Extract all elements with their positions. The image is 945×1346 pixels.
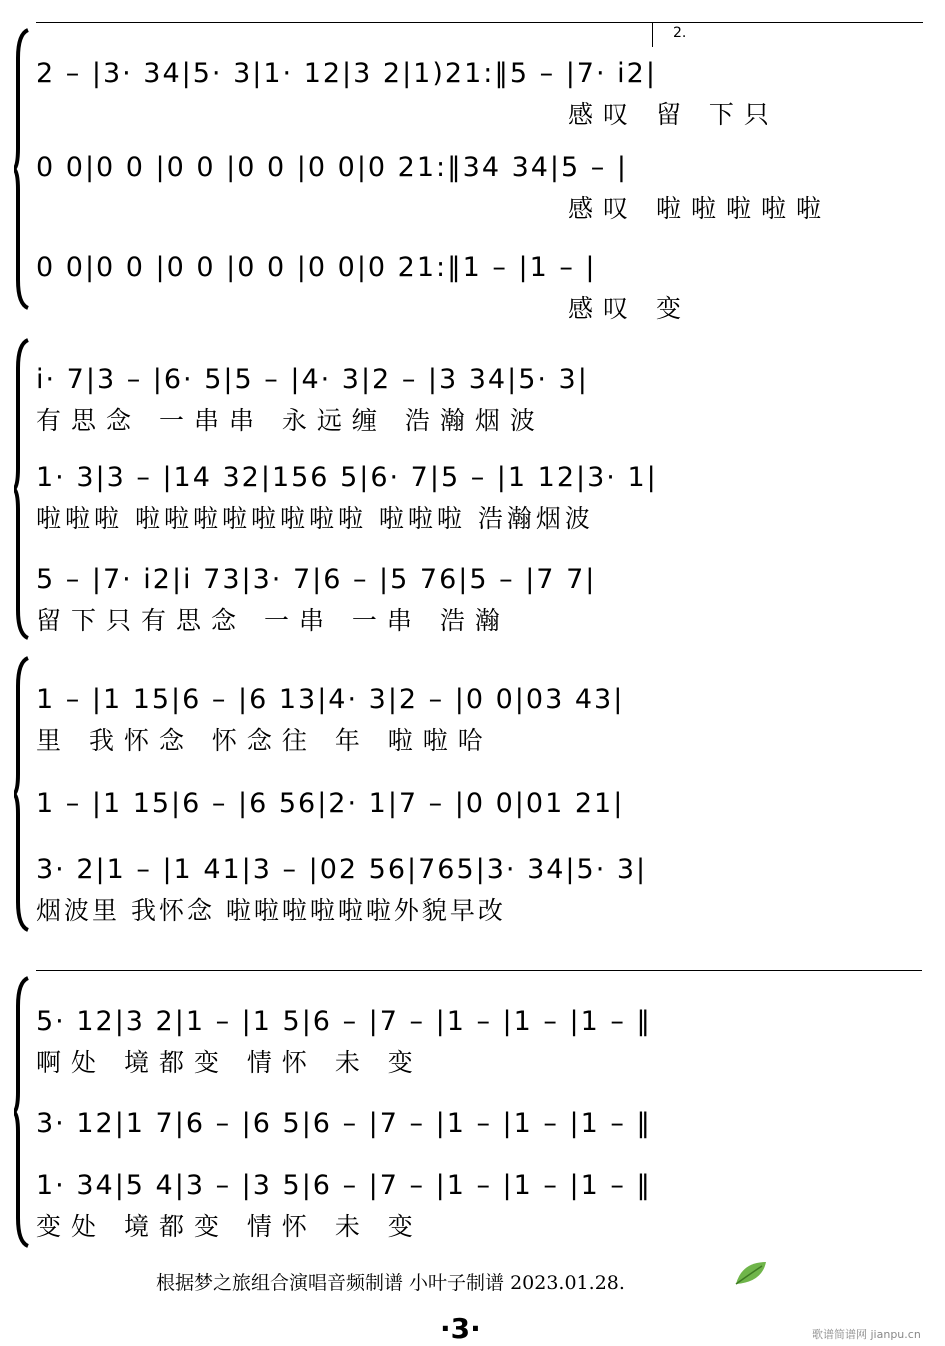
site-watermark: 歌谱简谱网 jianpu.cn <box>812 1328 921 1341</box>
system-brace <box>14 976 30 1248</box>
notes: 3· 12|1 7|6 – |6 5|6 – |7 – |1 – |1 – |1 – ‖ <box>36 1108 652 1139</box>
lyrics: 感叹 啦啦啦啦啦 <box>568 194 831 223</box>
lyrics: 留下只有思念 一串 一串 浩瀚 <box>36 606 510 635</box>
page-number: ·3· <box>440 1312 481 1345</box>
staff-s3-1 <box>36 678 922 762</box>
notes: 3· 2|1 – |1 41|3 – |02 56|765|3· 34|5· 3| <box>36 854 648 885</box>
staff-s1-3 <box>36 246 922 330</box>
notes: 0 0|0 0 |0 0 |0 0 |0 0|0 21:‖1 – |1 – | <box>36 252 597 283</box>
lyrics: 里 我怀念 怀念往 年 啦啦哈 <box>36 726 493 755</box>
staff-s1-2 <box>36 146 922 230</box>
system-top-rule <box>36 970 922 971</box>
lyrics: 变处 境都变 情怀 未 变 <box>36 1212 423 1241</box>
notes: 5 – |7· i2|i 73|3· 7|6 – |5 76|5 – |7 7| <box>36 564 597 595</box>
lyrics: 啦啦啦 啦啦啦啦啦啦啦啦 啦啦啦 浩瀚烟波 <box>36 504 594 533</box>
second-ending-bracket <box>652 22 923 47</box>
lyrics: 啊处 境都变 情怀 未 变 <box>36 1048 423 1077</box>
staff-s3-2 <box>36 782 922 826</box>
notes: 1 – |1 15|6 – |6 56|2· 1|7 – |0 0|01 21| <box>36 788 625 819</box>
staff-s2-2 <box>36 456 922 540</box>
notes: 2 – |3· 34|5· 3|1· 12|3 2|1)21:‖5 – |7· i2| <box>36 58 657 89</box>
staff-s2-3 <box>36 558 922 642</box>
staff-s4-2 <box>36 1102 922 1146</box>
staff-s1-1 <box>36 52 922 136</box>
staff-s4-1 <box>36 1000 922 1084</box>
system-brace <box>14 656 30 932</box>
system-brace <box>14 28 30 310</box>
notes: 5· 12|3 2|1 – |1 5|6 – |7 – |1 – |1 – |1 – ‖ <box>36 1006 652 1037</box>
system-top-rule <box>36 22 652 23</box>
staff-s4-3 <box>36 1164 922 1248</box>
lyrics: 有思念 一串串 永远缠 浩瀚烟波 <box>36 406 545 435</box>
notes: 1· 3|3 – |14 32|156 5|6· 7|5 – |1 12|3· 1| <box>36 462 658 493</box>
staff-s3-3 <box>36 848 922 932</box>
system-brace <box>14 338 30 640</box>
notes: 1 – |1 15|6 – |6 13|4· 3|2 – |0 0|03 43| <box>36 684 625 715</box>
lyrics: 感叹 留 下只 <box>568 100 779 129</box>
notes: 0 0|0 0 |0 0 |0 0 |0 0|0 21:‖34 34|5 – | <box>36 152 628 183</box>
notes: 1· 34|5 4|3 – |3 5|6 – |7 – |1 – |1 – |1 – ‖ <box>36 1170 652 1201</box>
staff-s2-1 <box>36 358 922 442</box>
volta-label: 2. <box>673 25 687 41</box>
notes: i· 7|3 – |6· 5|5 – |4· 3|2 – |3 34|5· 3| <box>36 364 589 395</box>
lyrics: 烟波里 我怀念 啦啦啦啦啦啦外貌早改 <box>36 896 506 925</box>
lyrics: 感叹 变 <box>568 294 691 323</box>
leaf-icon <box>732 1258 770 1288</box>
footer-credit: 根据梦之旅组合演唱音频制谱 小叶子制谱 2023.01.28. <box>156 1272 625 1294</box>
